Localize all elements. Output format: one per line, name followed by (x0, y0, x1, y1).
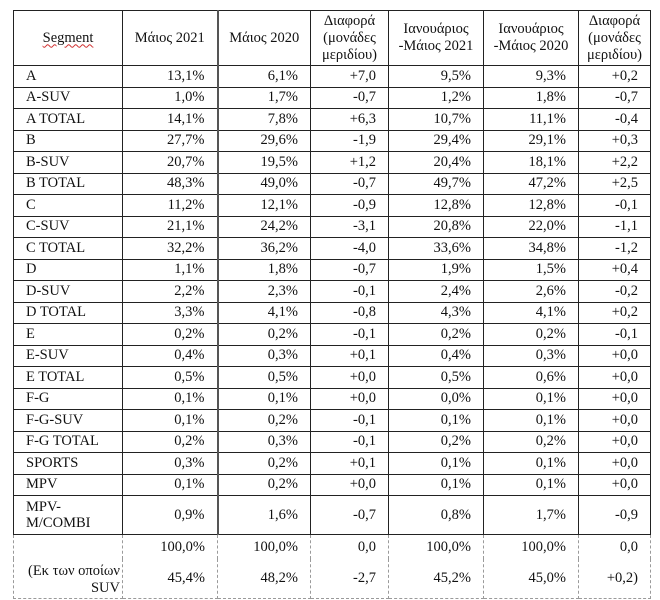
diff-may-cell: -0,7 (311, 173, 389, 195)
segment-cell: D TOTAL (14, 302, 123, 324)
diff-may-cell: -0,8 (311, 302, 389, 324)
jan-may-2021-cell: 0,1% (389, 474, 484, 496)
jan-may-2021-cell: 29,4% (389, 130, 484, 152)
diff-ytd-cell: +0,3 (579, 130, 651, 152)
table-header-row (14, 11, 651, 66)
jan-may-2020-cell: 0,1% (484, 453, 579, 475)
diff-ytd-cell: -0,2 (579, 281, 651, 303)
jan-may-2021-cell: 33,6% (389, 238, 484, 260)
segment-cell: D-SUV (14, 281, 123, 303)
header-may-2020: Μάιος 2020 (218, 11, 311, 66)
jan-may-2020-cell: 1,7% (484, 496, 579, 535)
table-row (14, 259, 651, 281)
diff-may-cell: -0,1 (311, 281, 389, 303)
segment-cell: A TOTAL (14, 109, 123, 131)
jan-may-2020-cell: 29,1% (484, 130, 579, 152)
totals-row (14, 535, 651, 560)
jan-may-2020-cell: 0,6% (484, 367, 579, 389)
diff-ytd-cell: -0,1 (579, 324, 651, 346)
segment-cell: E TOTAL (14, 367, 123, 389)
segment-cell: F-G (14, 388, 123, 410)
jan-may-2020-cell: 0,1% (484, 388, 579, 410)
diff-may-cell: +0,0 (311, 367, 389, 389)
may-2021-cell: 0,1% (123, 388, 218, 410)
diff-ytd-cell: +0,0 (579, 345, 651, 367)
table-body (14, 66, 651, 535)
suv-share-diff-may: -2,7 (311, 559, 389, 599)
diff-ytd-cell: +0,0 (579, 410, 651, 432)
may-2020-cell: 0,3% (218, 345, 311, 367)
jan-may-2021-cell: 9,5% (389, 66, 484, 88)
diff-ytd-cell: -0,1 (579, 195, 651, 217)
may-2021-cell: 11,2% (123, 195, 218, 217)
diff-may-cell: +1,2 (311, 152, 389, 174)
jan-may-2020-cell: 47,2% (484, 173, 579, 195)
jan-may-2020-cell: 0,1% (484, 410, 579, 432)
table-row (14, 216, 651, 238)
header-diff-ytd: Διαφορά (μονάδες μεριδίου) (579, 11, 651, 66)
diff-may-cell: -0,1 (311, 431, 389, 453)
suv-share-may-2020: 48,2% (218, 559, 311, 599)
jan-may-2021-cell: 20,4% (389, 152, 484, 174)
may-2020-cell: 0,2% (218, 324, 311, 346)
diff-may-cell: +0,0 (311, 474, 389, 496)
may-2020-cell: 4,1% (218, 302, 311, 324)
table-row (14, 87, 651, 109)
jan-may-2021-cell: 1,9% (389, 259, 484, 281)
may-2021-cell: 0,4% (123, 345, 218, 367)
diff-ytd-cell: +0,0 (579, 367, 651, 389)
may-2021-cell: 1,0% (123, 87, 218, 109)
jan-may-2021-cell: 10,7% (389, 109, 484, 131)
totals-may-2020: 100,0% (218, 535, 311, 560)
may-2021-cell: 1,1% (123, 259, 218, 281)
totals-jan-may-2021: 100,0% (389, 535, 484, 560)
may-2021-cell: 48,3% (123, 173, 218, 195)
diff-ytd-cell: -0,4 (579, 109, 651, 131)
jan-may-2021-cell: 49,7% (389, 173, 484, 195)
may-2021-cell: 0,1% (123, 474, 218, 496)
may-2021-cell: 0,5% (123, 367, 218, 389)
may-2020-cell: 24,2% (218, 216, 311, 238)
may-2020-cell: 12,1% (218, 195, 311, 217)
diff-may-cell: -0,9 (311, 195, 389, 217)
table-row (14, 109, 651, 131)
jan-may-2021-cell: 20,8% (389, 216, 484, 238)
jan-may-2021-cell: 0,8% (389, 496, 484, 535)
totals-label (14, 535, 123, 560)
table-row (14, 238, 651, 260)
segment-share-table (13, 10, 651, 599)
table-row (14, 410, 651, 432)
diff-may-cell: -0,1 (311, 324, 389, 346)
may-2020-cell: 2,3% (218, 281, 311, 303)
jan-may-2021-cell: 0,4% (389, 345, 484, 367)
segment-cell: A (14, 66, 123, 88)
diff-may-cell: +7,0 (311, 66, 389, 88)
diff-ytd-cell: +0,0 (579, 431, 651, 453)
may-2020-cell: 0,3% (218, 431, 311, 453)
totals-jan-may-2020: 100,0% (484, 535, 579, 560)
jan-may-2020-cell: 1,5% (484, 259, 579, 281)
header-segment (14, 11, 123, 66)
diff-ytd-cell: -0,9 (579, 496, 651, 535)
header-segment-label: Segment (42, 29, 94, 46)
jan-may-2021-cell: 0,2% (389, 324, 484, 346)
may-2020-cell: 0,2% (218, 474, 311, 496)
may-2020-cell: 0,2% (218, 453, 311, 475)
table-row (14, 324, 651, 346)
may-2020-cell: 1,6% (218, 496, 311, 535)
diff-ytd-cell: +0,2 (579, 302, 651, 324)
diff-may-cell: -0,7 (311, 259, 389, 281)
may-2020-cell: 0,2% (218, 410, 311, 432)
suv-share-diff-ytd: +0,2) (579, 559, 651, 599)
jan-may-2020-cell: 4,1% (484, 302, 579, 324)
diff-ytd-cell: +2,5 (579, 173, 651, 195)
may-2020-cell: 1,7% (218, 87, 311, 109)
diff-ytd-cell: +0,2 (579, 66, 651, 88)
table-row (14, 431, 651, 453)
jan-may-2021-cell: 0,0% (389, 388, 484, 410)
totals-diff-may: 0,0 (311, 535, 389, 560)
suv-share-jan-may-2021: 45,2% (389, 559, 484, 599)
header-diff-may: Διαφορά (μονάδες μεριδίου) (311, 11, 389, 66)
totals-may-2021: 100,0% (123, 535, 218, 560)
may-2021-cell: 0,3% (123, 453, 218, 475)
may-2021-cell: 0,1% (123, 410, 218, 432)
diff-ytd-cell: -0,7 (579, 87, 651, 109)
table-row (14, 130, 651, 152)
diff-ytd-cell: +2,2 (579, 152, 651, 174)
may-2021-cell: 0,9% (123, 496, 218, 535)
diff-may-cell: +0,1 (311, 453, 389, 475)
header-may-2021: Μάιος 2021 (123, 11, 218, 66)
diff-may-cell: +6,3 (311, 109, 389, 131)
segment-cell: A-SUV (14, 87, 123, 109)
segment-cell: B-SUV (14, 152, 123, 174)
jan-may-2020-cell: 22,0% (484, 216, 579, 238)
may-2021-cell: 21,1% (123, 216, 218, 238)
jan-may-2020-cell: 0,2% (484, 431, 579, 453)
segment-cell: E (14, 324, 123, 346)
diff-ytd-cell: +0,0 (579, 474, 651, 496)
diff-may-cell: -0,1 (311, 410, 389, 432)
may-2020-cell: 1,8% (218, 259, 311, 281)
jan-may-2020-cell: 0,1% (484, 474, 579, 496)
suv-share-may-2021: 45,4% (123, 559, 218, 599)
may-2021-cell: 13,1% (123, 66, 218, 88)
jan-may-2021-cell: 0,2% (389, 431, 484, 453)
header-jan-may-2021: Ιανουάριος -Μάιος 2021 (389, 11, 484, 66)
may-2020-cell: 29,6% (218, 130, 311, 152)
may-2021-cell: 27,7% (123, 130, 218, 152)
jan-may-2021-cell: 1,2% (389, 87, 484, 109)
table-row (14, 66, 651, 88)
table-row (14, 173, 651, 195)
jan-may-2020-cell: 12,8% (484, 195, 579, 217)
jan-may-2021-cell: 2,4% (389, 281, 484, 303)
jan-may-2020-cell: 11,1% (484, 109, 579, 131)
segment-cell: C (14, 195, 123, 217)
may-2021-cell: 32,2% (123, 238, 218, 260)
table-row (14, 302, 651, 324)
diff-ytd-cell: +0,0 (579, 453, 651, 475)
table-row (14, 496, 651, 535)
diff-ytd-cell: +0,0 (579, 388, 651, 410)
may-2021-cell: 0,2% (123, 324, 218, 346)
segment-cell: D (14, 259, 123, 281)
may-2021-cell: 2,2% (123, 281, 218, 303)
suv-share-row (14, 559, 651, 599)
jan-may-2021-cell: 12,8% (389, 195, 484, 217)
may-2020-cell: 36,2% (218, 238, 311, 260)
suv-share-jan-may-2020: 45,0% (484, 559, 579, 599)
segment-cell: C-SUV (14, 216, 123, 238)
segment-cell: MPV (14, 474, 123, 496)
segment-cell: E-SUV (14, 345, 123, 367)
jan-may-2021-cell: 4,3% (389, 302, 484, 324)
may-2020-cell: 7,8% (218, 109, 311, 131)
segment-cell: B TOTAL (14, 173, 123, 195)
table-row (14, 195, 651, 217)
diff-ytd-cell: -1,1 (579, 216, 651, 238)
diff-ytd-cell: -1,2 (579, 238, 651, 260)
jan-may-2020-cell: 2,6% (484, 281, 579, 303)
diff-may-cell: -1,9 (311, 130, 389, 152)
table-row (14, 367, 651, 389)
diff-ytd-cell: +0,4 (579, 259, 651, 281)
segment-cell: F-G TOTAL (14, 431, 123, 453)
jan-may-2021-cell: 0,1% (389, 410, 484, 432)
table-row (14, 281, 651, 303)
jan-may-2021-cell: 0,5% (389, 367, 484, 389)
suv-share-label: (Εκ των οποίων SUV (14, 559, 123, 599)
may-2020-cell: 0,5% (218, 367, 311, 389)
header-jan-may-2020: Ιανουάριος -Μάιος 2020 (484, 11, 579, 66)
may-2020-cell: 19,5% (218, 152, 311, 174)
may-2021-cell: 20,7% (123, 152, 218, 174)
jan-may-2020-cell: 34,8% (484, 238, 579, 260)
table-row (14, 474, 651, 496)
diff-may-cell: +0,1 (311, 345, 389, 367)
segment-cell: SPORTS (14, 453, 123, 475)
segment-cell: F-G-SUV (14, 410, 123, 432)
may-2021-cell: 0,2% (123, 431, 218, 453)
jan-may-2020-cell: 1,8% (484, 87, 579, 109)
may-2021-cell: 14,1% (123, 109, 218, 131)
may-2020-cell: 49,0% (218, 173, 311, 195)
totals-diff-ytd: 0,0 (579, 535, 651, 560)
jan-may-2020-cell: 0,2% (484, 324, 579, 346)
jan-may-2020-cell: 18,1% (484, 152, 579, 174)
diff-may-cell: -0,7 (311, 87, 389, 109)
segment-cell: B (14, 130, 123, 152)
may-2020-cell: 6,1% (218, 66, 311, 88)
table-row (14, 345, 651, 367)
table-row (14, 453, 651, 475)
segment-cell: C TOTAL (14, 238, 123, 260)
jan-may-2020-cell: 0,3% (484, 345, 579, 367)
may-2021-cell: 3,3% (123, 302, 218, 324)
may-2020-cell: 0,1% (218, 388, 311, 410)
table-row (14, 152, 651, 174)
jan-may-2020-cell: 9,3% (484, 66, 579, 88)
segment-cell: MPV- M/COMBI (14, 496, 123, 535)
diff-may-cell: +0,0 (311, 388, 389, 410)
diff-may-cell: -4,0 (311, 238, 389, 260)
table-row (14, 388, 651, 410)
diff-may-cell: -0,7 (311, 496, 389, 535)
diff-may-cell: -3,1 (311, 216, 389, 238)
table-footer (14, 535, 651, 599)
jan-may-2021-cell: 0,1% (389, 453, 484, 475)
